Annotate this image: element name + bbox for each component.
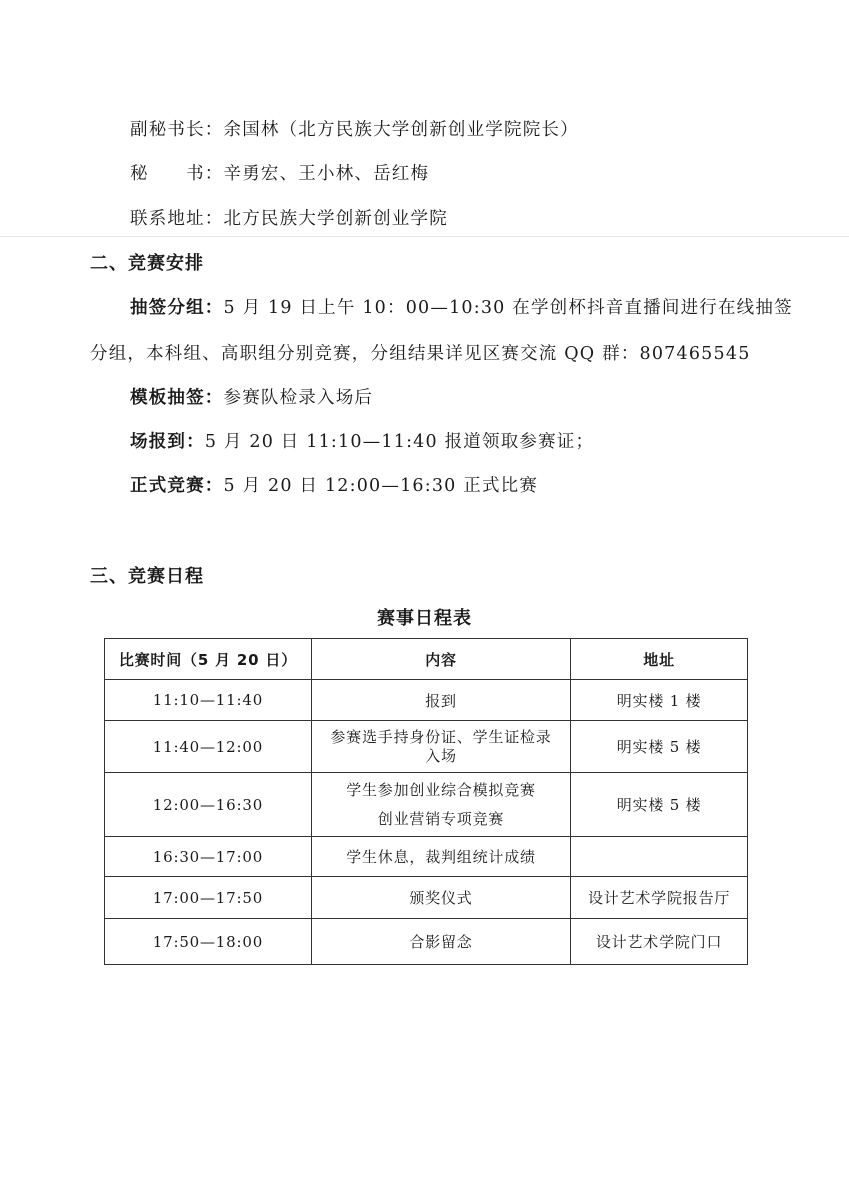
secretary-label: 秘 书： [130,164,224,184]
row-content [311,680,570,721]
row-content-line: 参赛选手持身份证、学生证检录 [330,727,552,746]
draw-grouping-line [130,294,793,319]
row-content-line: 合影留念 [409,933,473,951]
draw-grouping-text: 5 月 19 日上午 10：00—10:30 在学创杯抖音直播间进行在线抽签 [223,298,793,318]
table-row [105,919,748,965]
contact-address-label: 联系地址： [130,209,224,229]
row-content-line: 学生参加创业综合模拟竞赛 [346,780,536,799]
section-heading-schedule: 三、竞赛日程 [90,566,204,587]
deputy-secretary-line [130,116,579,141]
table-row [105,773,748,837]
row-content [311,773,570,837]
checkin-label: 场报到： [130,432,205,452]
template-draw-text: 参赛队检录入场后 [223,388,374,408]
deputy-secretary-label: 副秘书长： [130,120,224,140]
row-address: 设计艺术学院门口 [571,919,748,965]
checkin-line [130,428,594,453]
header-content: 内容 [311,639,570,680]
row-time: 12:00—16:30 [105,773,312,837]
secretary-value: 辛勇宏、王小林、岳红梅 [223,164,430,184]
table-row [105,680,748,721]
formal-competition-line [130,472,538,497]
checkin-text: 5 月 20 日 11:10—11:40 报道领取参赛证； [204,432,595,452]
row-content-line: 报到 [425,691,457,710]
row-time: 11:10—11:40 [105,680,312,721]
row-content [311,919,570,965]
header-time: 比赛时间（5 月 20 日） [105,639,312,680]
formal-competition-text: 5 月 20 日 12:00—16:30 正式比赛 [223,476,539,496]
scan-fold-line [0,236,849,237]
section-heading-arrangement: 二、竞赛安排 [90,253,204,274]
template-draw-line [130,384,373,409]
row-time: 17:50—18:00 [105,919,312,965]
row-address: 明实楼 5 楼 [571,773,748,837]
table-row [105,877,748,919]
row-content [311,721,570,773]
schedule-table [104,638,748,965]
template-draw-label: 模板抽签： [130,388,224,408]
row-time: 11:40—12:00 [105,721,312,773]
row-address [571,837,748,877]
secretary-line [130,160,429,185]
table-row [105,721,748,773]
row-content-line-2: 入场 [425,746,457,765]
row-content-line: 颁奖仪式 [409,889,473,907]
draw-grouping-text-2: 分组，本科组、高职组分别竞赛，分组结果详见区赛交流 QQ 群：807465545 [90,344,751,364]
row-time: 16:30—17:00 [105,837,312,877]
row-address: 设计艺术学院报告厅 [571,877,748,919]
row-content-line: 学生休息，裁判组统计成绩 [346,848,536,866]
draw-grouping-label: 抽签分组： [130,298,224,318]
row-content [311,837,570,877]
schedule-header-row [105,639,748,680]
table-row [105,837,748,877]
header-address: 地址 [571,639,748,680]
row-content [311,877,570,919]
row-address: 明实楼 5 楼 [571,721,748,773]
formal-competition-label: 正式竞赛： [130,476,224,496]
schedule-table-title: 赛事日程表 [377,608,472,629]
row-content-line-2: 创业营销专项竞赛 [377,809,505,828]
contact-address-line [130,205,448,230]
deputy-secretary-value: 余国林（北方民族大学创新创业学院院长） [223,120,579,140]
contact-address-value: 北方民族大学创新创业学院 [223,209,448,229]
row-time: 17:00—17:50 [105,877,312,919]
row-address: 明实楼 1 楼 [571,680,748,721]
draw-grouping-line-2 [90,340,751,365]
